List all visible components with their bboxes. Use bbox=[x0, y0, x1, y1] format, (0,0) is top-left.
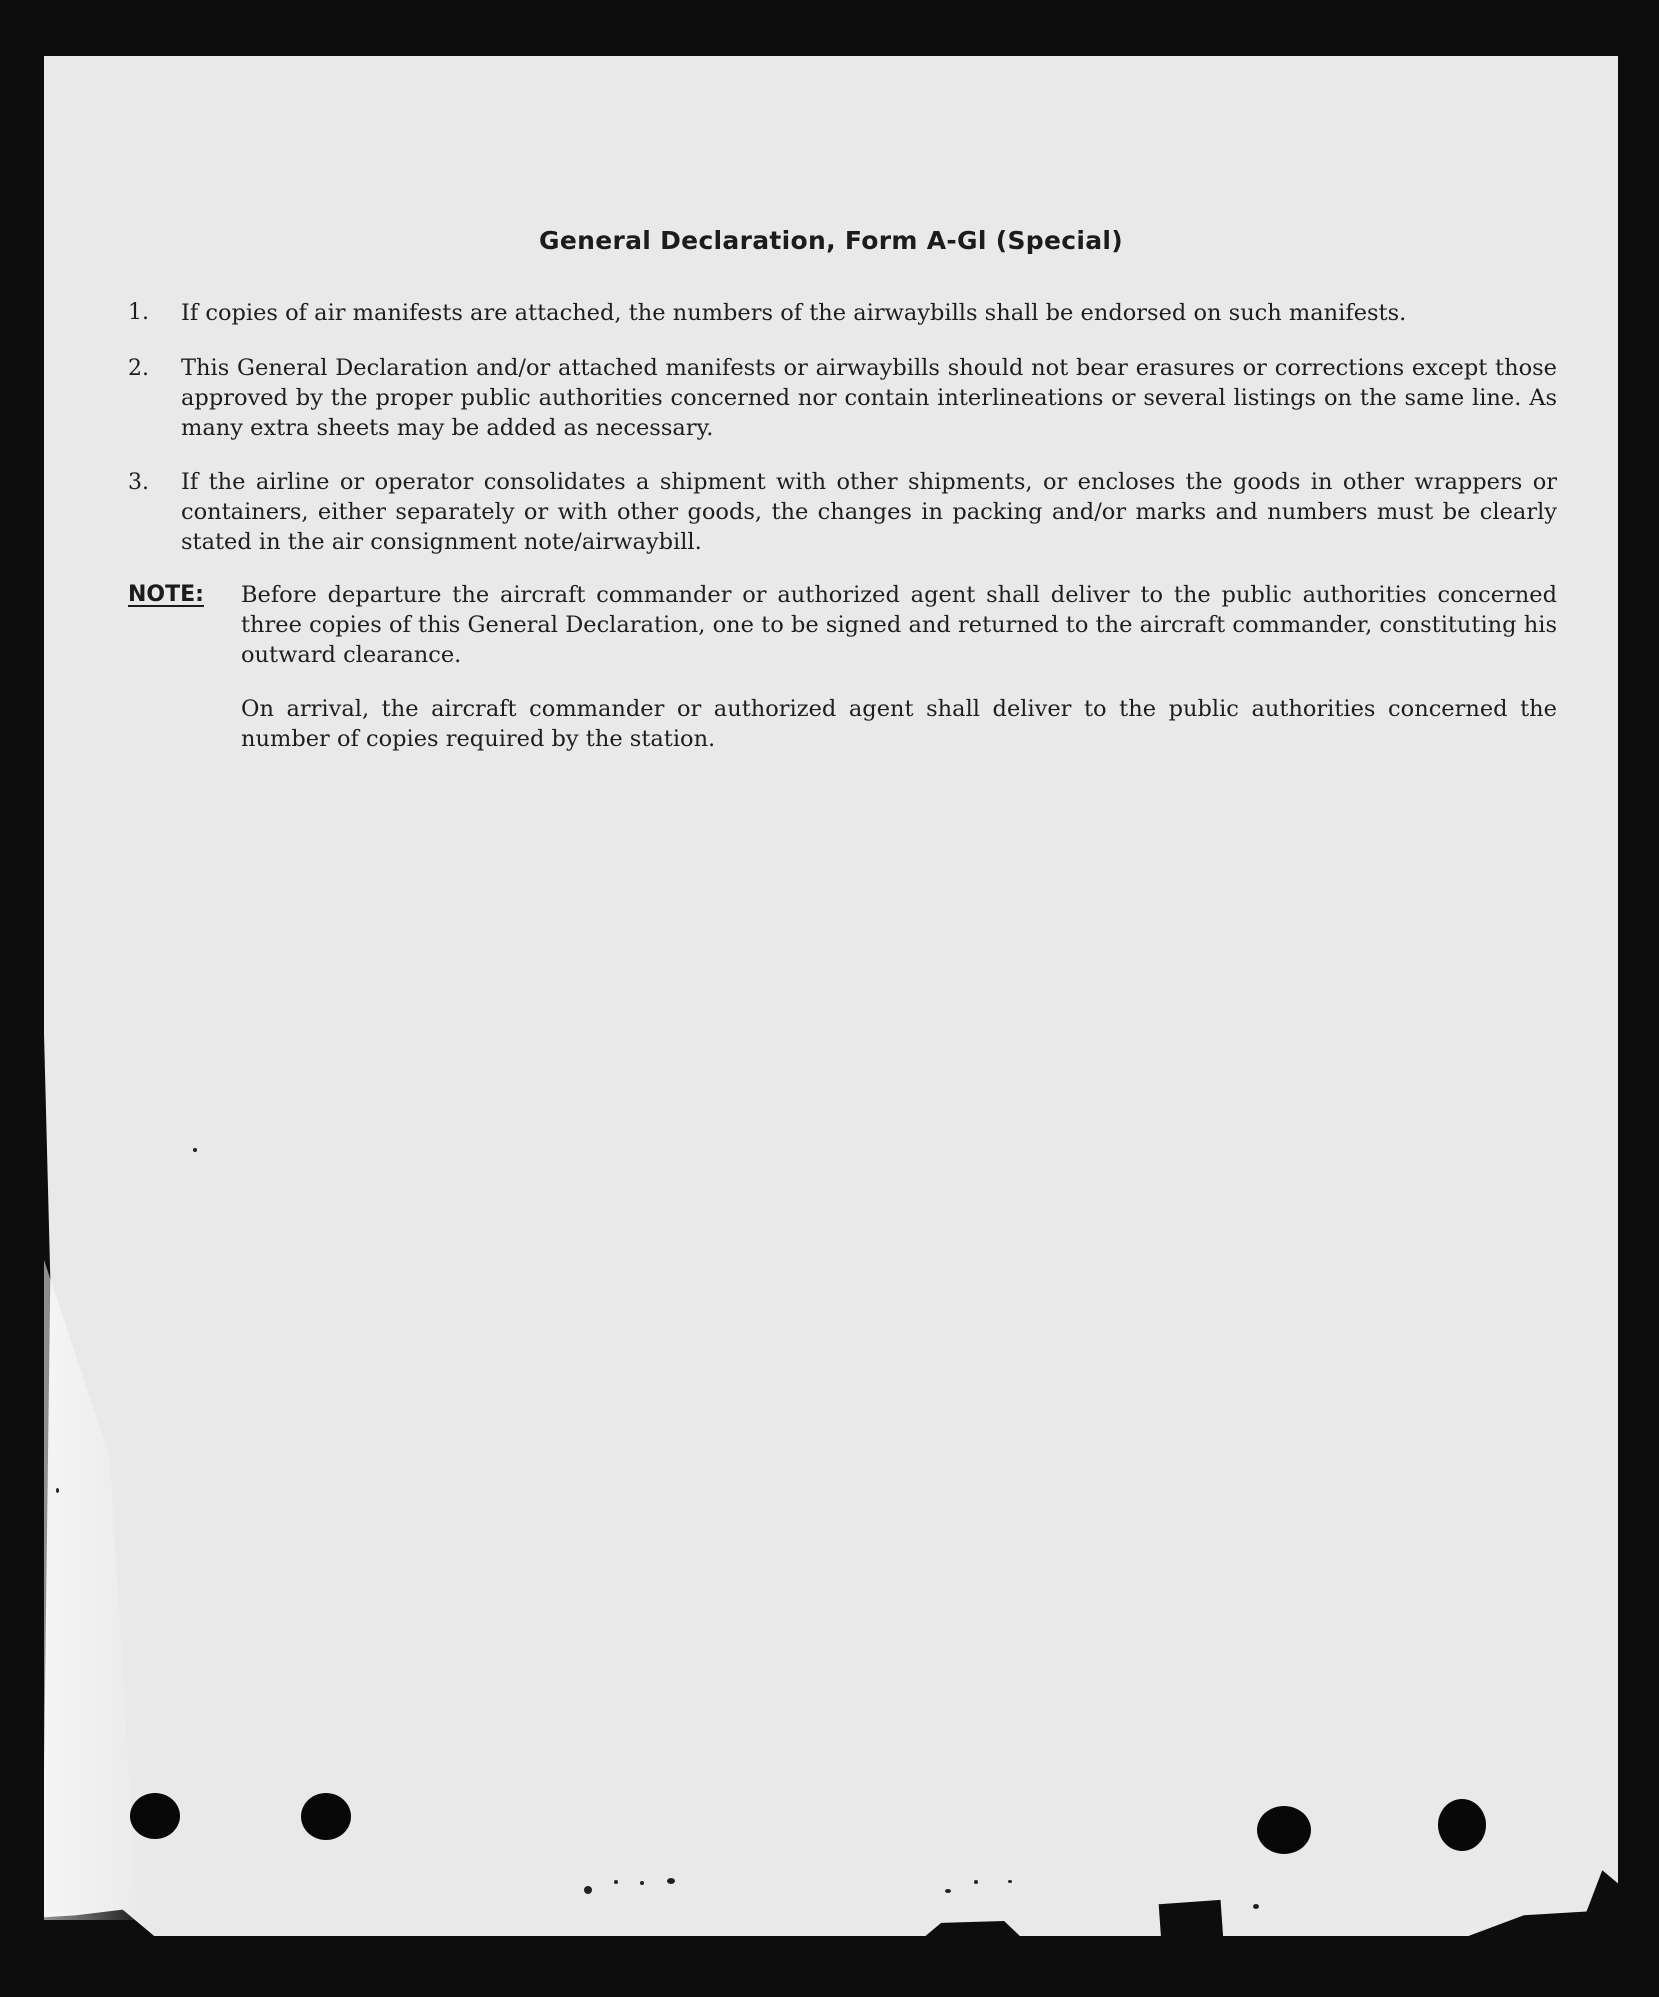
note-paragraph-1: Before departure the aircraft commander or authorized agent shall deliver to the public authorities concerned three copies of this General Declaration, one to be signed and returned to the aircraft commander, constituting his outward clearance. bbox=[241, 582, 1557, 668]
scan-speck bbox=[614, 1880, 618, 1884]
paper-sheet bbox=[44, 56, 1618, 1936]
item-number-3: 3. bbox=[128, 470, 149, 495]
item-number-1: 1. bbox=[128, 300, 149, 325]
scan-speck bbox=[584, 1886, 592, 1894]
scan-speck bbox=[193, 1148, 197, 1152]
scan-speck bbox=[945, 1889, 951, 1893]
item-text-1: If copies of air manifests are attached, the numbers of the airwaybills shall be endorsed on such manifests. bbox=[181, 300, 1407, 326]
scan-speck bbox=[974, 1880, 978, 1884]
item-text-3: If the airline or operator consolidates a shipment with other shipments, or encloses the goods in other wrappers or containers, either separately or with other goods, the changes in packing and/or marks and numbers must be clearly stated in the air consignment note/airwaybill. bbox=[181, 469, 1557, 555]
torn-paper-edge bbox=[1159, 1900, 1224, 1944]
scan-speck bbox=[1253, 1904, 1259, 1909]
punch-hole bbox=[1438, 1799, 1486, 1851]
scan-speck bbox=[1008, 1880, 1012, 1883]
scan-speck bbox=[667, 1878, 675, 1884]
scan-speck bbox=[640, 1881, 644, 1885]
scan-speck bbox=[56, 1488, 59, 1493]
punch-hole bbox=[1257, 1806, 1311, 1854]
document-title: General Declaration, Form A-Gl (Special) bbox=[539, 226, 1123, 255]
item-number-2: 2. bbox=[128, 356, 149, 381]
punch-hole bbox=[301, 1793, 351, 1840]
note-label: NOTE: bbox=[128, 582, 204, 607]
punch-hole bbox=[130, 1793, 180, 1839]
item-text-2: This General Declaration and/or attached manifests or airwaybills should not bear erasures or corrections except those approved by the proper public authorities concerned nor contain interlineations or several listings on the same line. As many extra sheets may be added as necessary. bbox=[181, 355, 1557, 441]
note-paragraph-2: On arrival, the aircraft commander or authorized agent shall deliver to the public authorities concerned the number of copies required by the station. bbox=[241, 696, 1557, 752]
